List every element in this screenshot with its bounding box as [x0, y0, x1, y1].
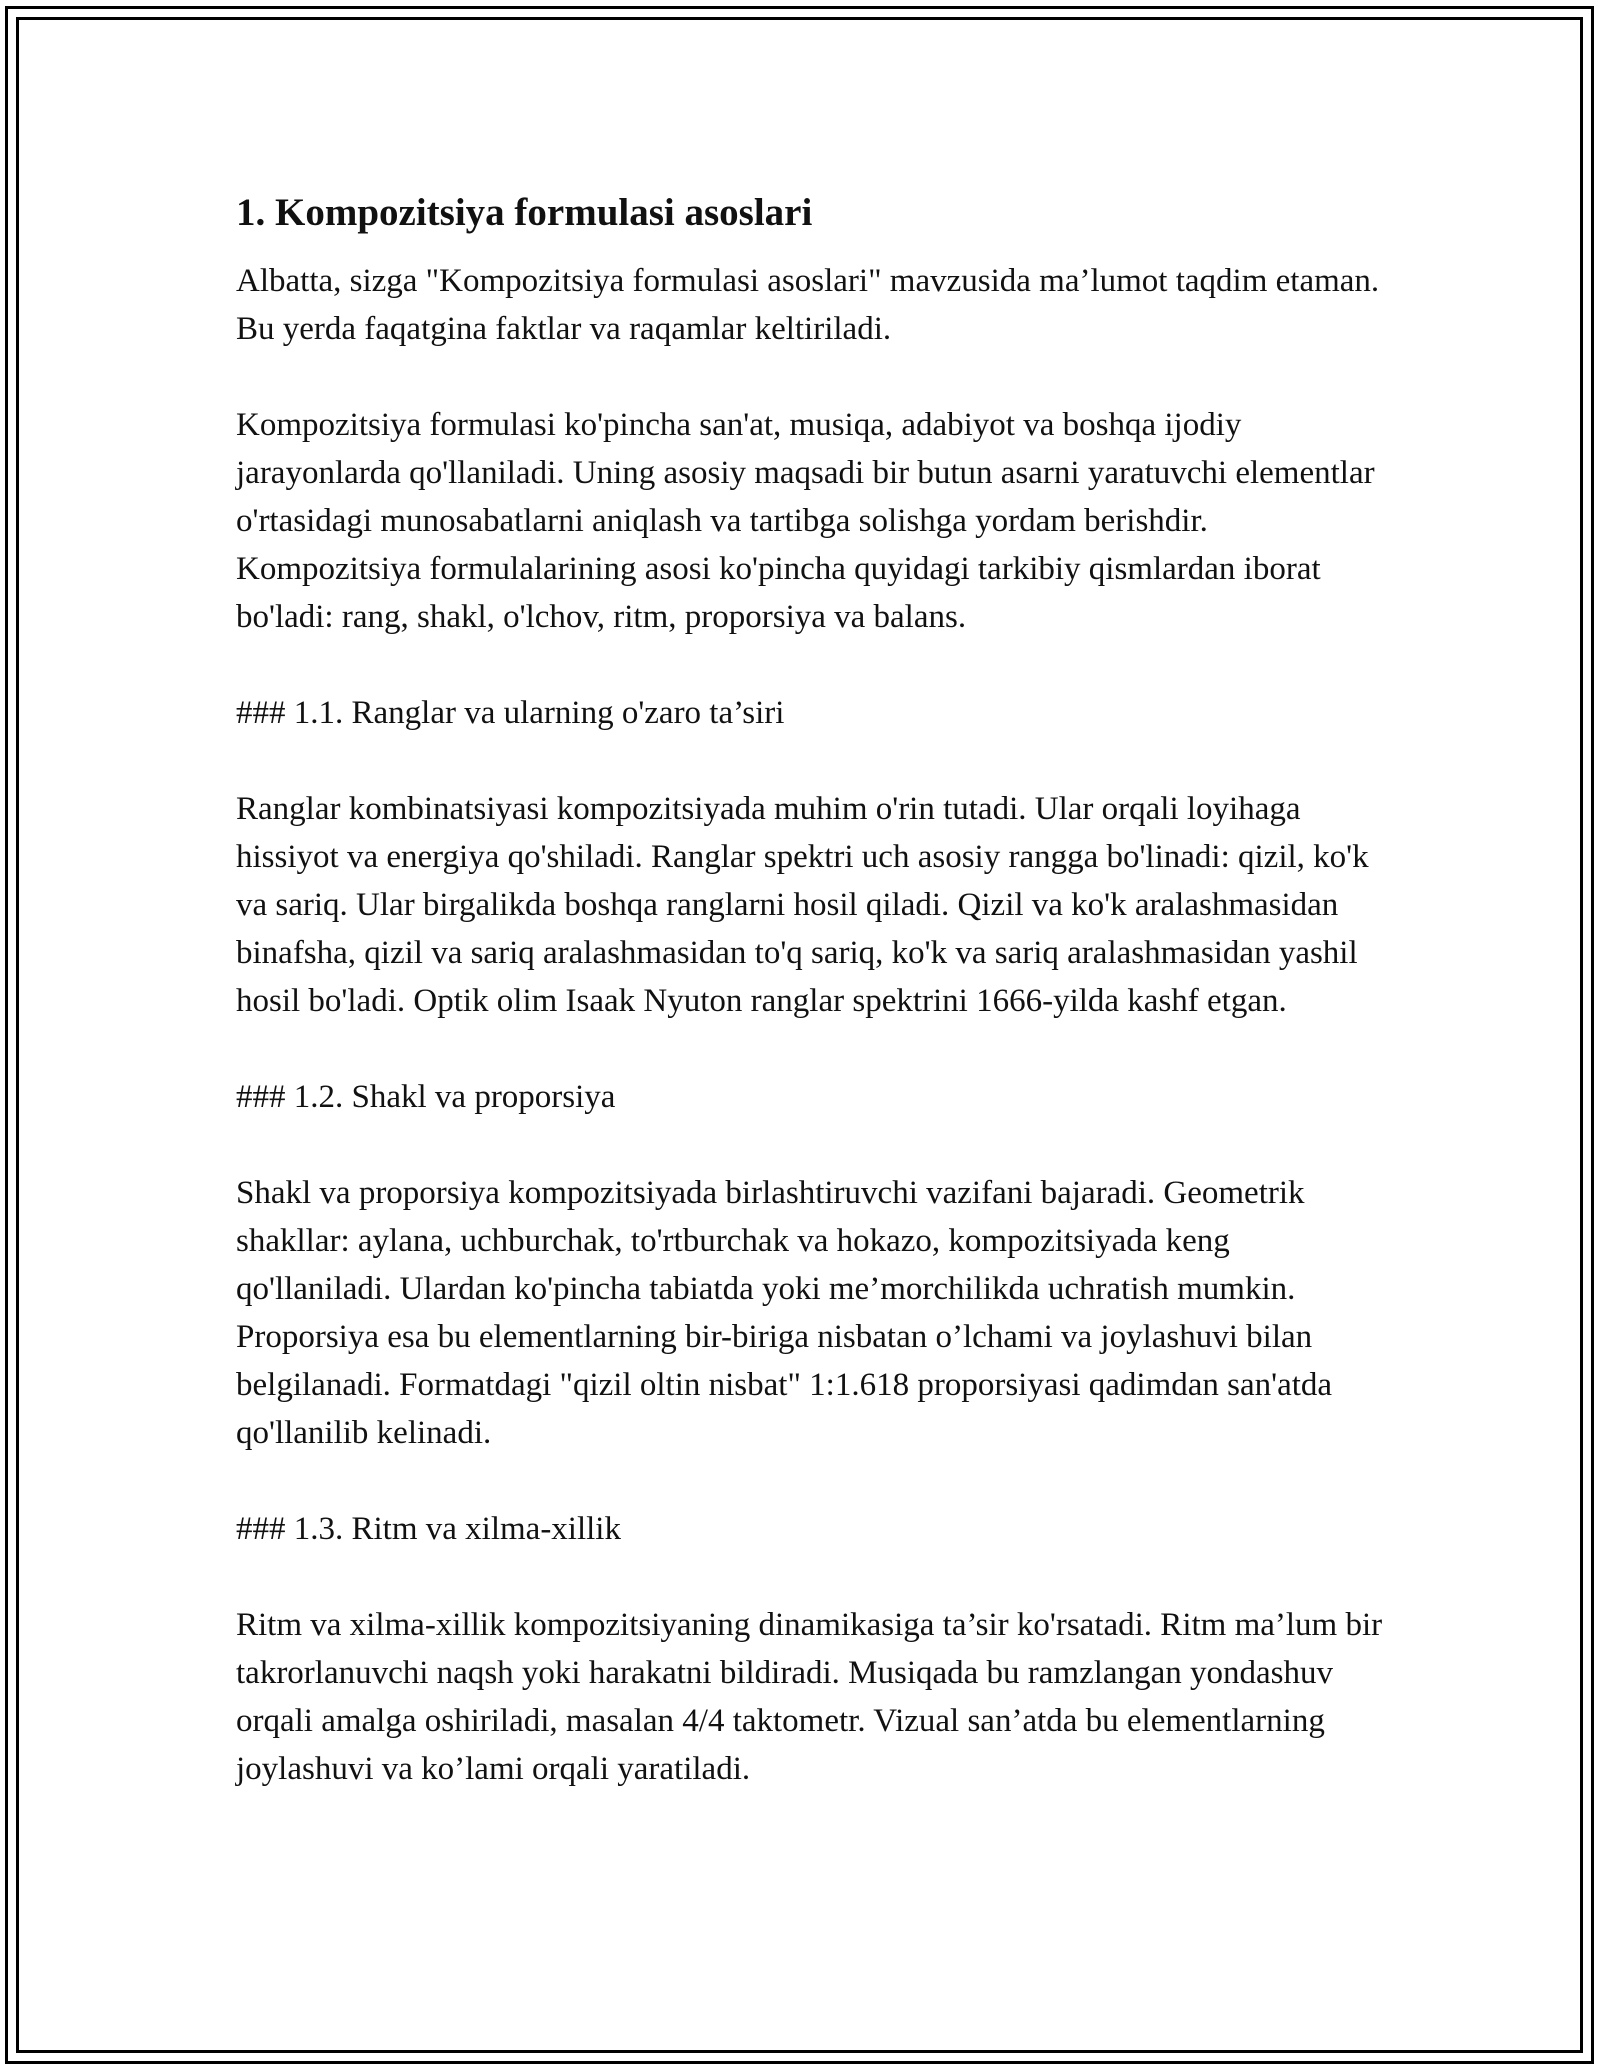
- section-heading-1-1: ### 1.1. Ranglar va ularning o'zaro ta’siri: [236, 695, 785, 731]
- rhythm-paragraph: Ritm va xilma-xillik kompozitsiyaning dinamikasiga ta’sir ko'rsatadi. Ritm ma’lum bir takrorlanuvchi naqsh yoki harakatni bildiradi. Musiqada bu ramzlangan yondashuv orqali amalga oshiriladi, masalan 4/4 taktometr. Vizual san’atda bu elementlarning joylashuvi va ko’lami orqali yaratiladi.: [236, 1607, 1383, 1787]
- shape-paragraph: Shakl va proporsiya kompozitsiyada birlashtiruvchi vazifani bajaradi. Geometrik shakllar: aylana, uchburchak, to'rtburchak va hokazo, kompozitsiyada keng qo'llaniladi. Ulardan ko'pincha tabiatda yoki me’morchilikda uchratish mumkin. Proporsiya esa bu elementlarning bir-biriga nisbatan o’lchami va joylashuvi bilan belgilanadi. Formatdagi "qizil oltin nisbat" 1:1.618 proporsiyasi qadimdan san'atda qo'llanilib kelinadi.: [236, 1175, 1333, 1451]
- colors-paragraph: Ranglar kombinatsiyasi kompozitsiyada muhim o'rin tutadi. Ular orqali loyihaga hissiyot va energiya qo'shiladi. Ranglar spektri uch asosiy rangga bo'linadi: qizil, ko'k va sariq. Ular birgalikda boshqa ranglarni hosil qiladi. Qizil va ko'k aralashmasidan binafsha, qizil va sariq aralashmasidan to'q sariq, ko'k va sariq aralashmasidan yashil hosil bo'ladi. Optik olim Isaak Nyuton ranglar spektrini 1666-yilda kashf etgan.: [236, 791, 1369, 1019]
- overview-paragraph: Kompozitsiya formulasi ko'pincha san'at, musiqa, adabiyot va boshqa ijodiy jarayonlarda qo'llaniladi. Uning asosiy maqsadi bir butun asarni yaratuvchi elementlar o'rtasidagi munosabatlarni aniqlash va tartibga solishga yordam berishdir. Kompozitsiya formulalarining asosi ko'pincha quyidagi tarkibiy qismlardan iborat bo'ladi: rang, shakl, o'lchov, ritm, proporsiya va balans.: [236, 407, 1375, 635]
- section-heading-1-3: ### 1.3. Ritm va xilma-xillik: [236, 1511, 621, 1547]
- document-body: [236, 185, 1386, 1793]
- section-heading-1-2: ### 1.2. Shakl va proporsiya: [236, 1079, 616, 1115]
- document-title: 1. Kompozitsiya formulasi asoslari: [236, 191, 813, 234]
- intro-paragraph: Albatta, sizga "Kompozitsiya formulasi asoslari" mavzusida ma’lumot taqdim etaman. Bu yerda faqatgina faktlar va raqamlar keltiriladi.: [236, 263, 1380, 347]
